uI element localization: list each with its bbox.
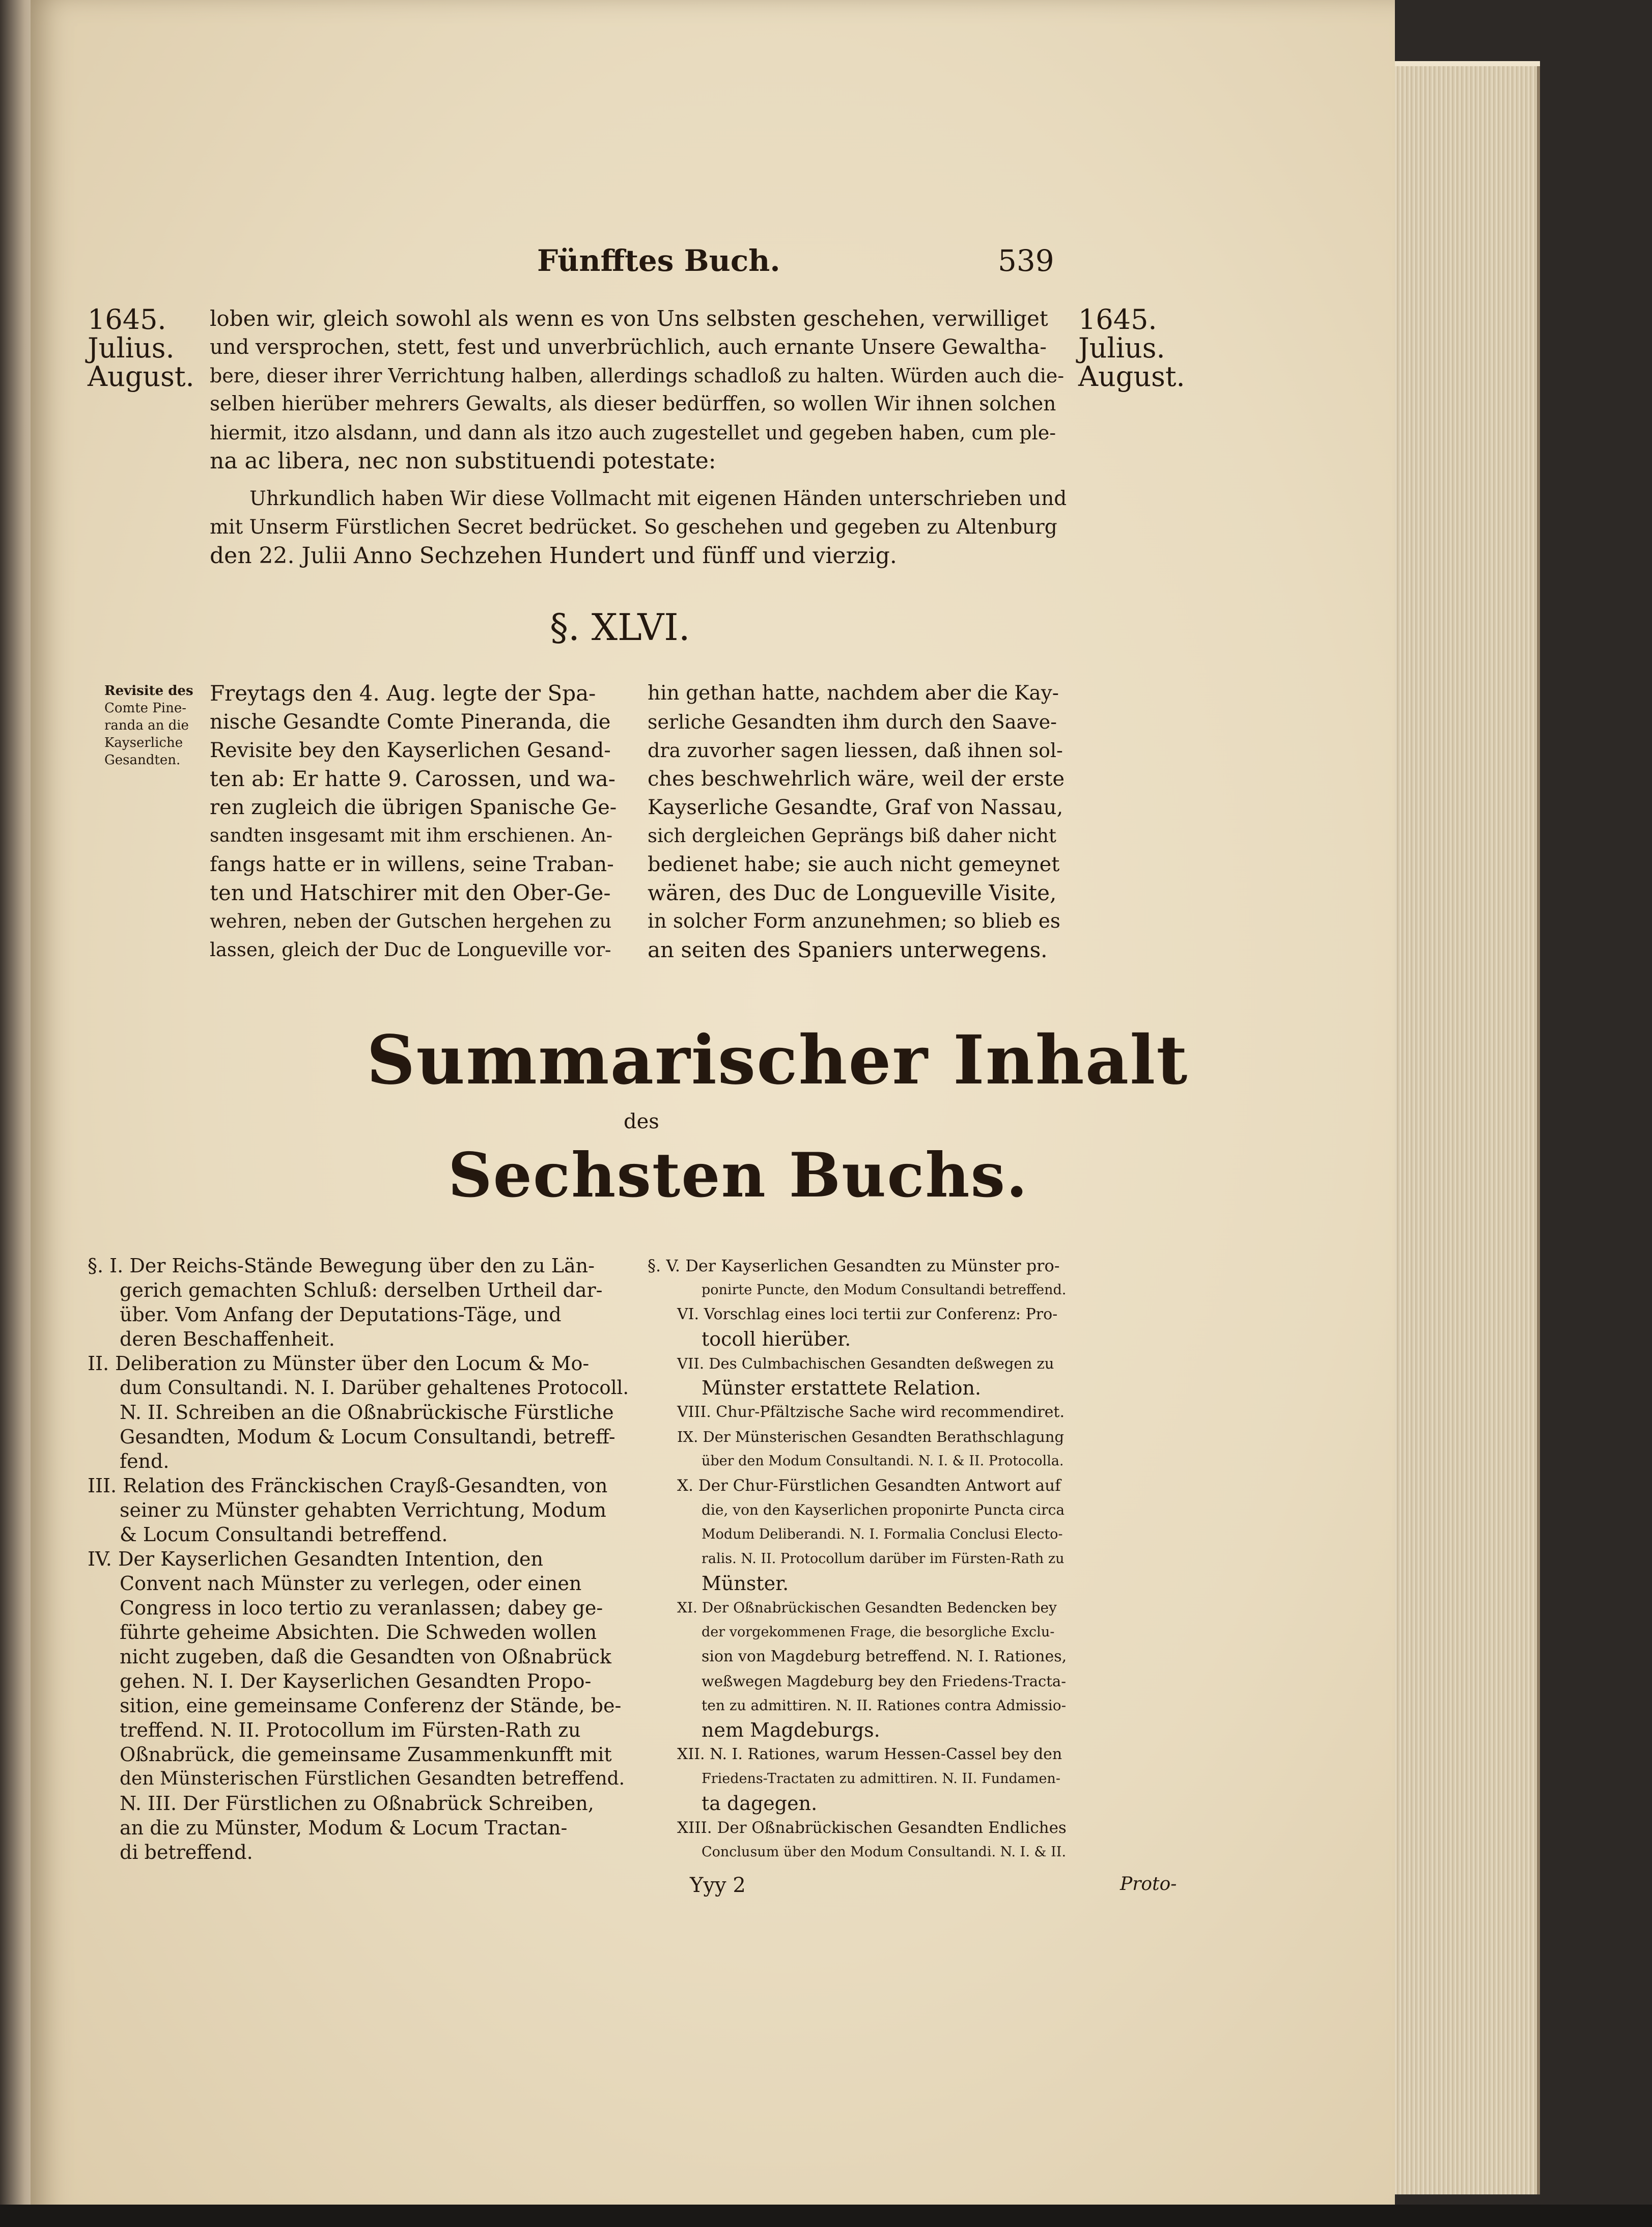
toc-line: sion von Magdeburg betreffend. N. I. Rationes, [702, 1648, 1067, 1665]
text-line: mit Unserm Fürstlichen Secret bedrücket. So geschehen und gegeben zu Altenburg [210, 516, 1057, 539]
text-line: Uhrkundlich haben Wir diese Vollmacht mit eigenen Händen unterschrieben und [249, 487, 1067, 510]
text-line: hin gethan hatte, nachdem aber die Kay- [648, 682, 1059, 705]
toc-line: VI. Vorschlag eines loci tertii zur Conferenz: Pro- [677, 1305, 1058, 1323]
toc-line: XIII. Der Oßnabrückischen Gesandten Endliches [677, 1819, 1067, 1837]
toc-line: tocoll hierüber. [702, 1328, 851, 1350]
toc-line: Münster erstattete Relation. [702, 1377, 982, 1399]
summary-title-des: des [624, 1110, 659, 1133]
margin-year: 1645. [1078, 303, 1157, 336]
bottom-strip [0, 2205, 1652, 2227]
margin-month: August. [88, 360, 194, 393]
toc-line: Conclusum über den Modum Consultandi. N. I. & II. [702, 1844, 1067, 1860]
toc-line: N. III. Der Fürstlichen zu Oßnabrück Schreiben, [120, 1792, 594, 1815]
toc-line: Convent nach Münster zu verlegen, oder einen [120, 1572, 582, 1595]
margin-year: 1645. [88, 303, 166, 336]
side-note-line: randa an die [104, 718, 189, 733]
toc-line: ralis. N. II. Protocollum darüber im Fürsten-Rath zu [702, 1551, 1065, 1567]
toc-line: VII. Des Culmbachischen Gesandten deßwegen zu [677, 1355, 1054, 1372]
toc-line: dum Consultandi. N. I. Darüber gehaltenes Protocoll. [120, 1377, 629, 1399]
text-line: an seiten des Spaniers unterwegens. [648, 937, 1048, 962]
text-line: fangs hatte er in willens, seine Traban- [210, 853, 614, 876]
toc-line: Gesandten, Modum & Locum Consultandi, betreff- [120, 1426, 615, 1448]
toc-line: Congress in loco tertio zu veranlassen; dabey ge- [120, 1597, 603, 1619]
signature-mark: Yyy 2 [690, 1874, 746, 1897]
toc-line: & Locum Consultandi betreffend. [120, 1523, 448, 1546]
toc-line: deren Beschaffenheit. [120, 1328, 335, 1350]
side-note-line: Gesandten. [104, 753, 181, 768]
text-line: den 22. Julii Anno Sechzehen Hundert und fünff und vierzig. [210, 543, 897, 569]
toc-line: di betreffend. [120, 1841, 253, 1863]
toc-line: weßwegen Magdeburg bey den Friedens-Tracta- [702, 1673, 1067, 1690]
text-line: in solcher Form anzunehmen; so blieb es [648, 910, 1060, 933]
toc-line: sition, eine gemeinsame Conferenz der Stände, be- [120, 1694, 622, 1717]
toc-line: die, von den Kayserlichen proponirte Puncta circa [702, 1501, 1065, 1518]
toc-line: Münster. [702, 1572, 789, 1595]
text-line: bedienet habe; sie auch nicht gemeynet [648, 853, 1060, 876]
toc-line: Oßnabrück, die gemeinsame Zusammenkunfft mit [120, 1743, 612, 1766]
text-line: sich dergleichen Geprängs biß daher nicht [648, 825, 1056, 847]
text-line: wären, des Duc de Longueville Visite, [648, 880, 1057, 905]
toc-line: nem Magdeburgs. [702, 1719, 880, 1741]
side-note-line: Kayserliche [104, 735, 183, 750]
toc-line: den Münsterischen Fürstlichen Gesandten betreffend. [120, 1768, 625, 1789]
text-line: und versprochen, stett, fest und unverbrüchlich, auch ernante Unsere Gewaltha- [210, 336, 1047, 359]
toc-line: über den Modum Consultandi. N. I. & II. Protocolla. [702, 1453, 1064, 1469]
toc-line: §. V. Der Kayserlichen Gesandten zu Münster pro- [648, 1256, 1060, 1275]
catchword: Proto- [1120, 1874, 1177, 1895]
summary-title: Summarischer Inhalt [367, 1021, 1189, 1100]
side-note-line: Revisite des [104, 683, 193, 699]
text-line: ten und Hatschirer mit den Ober-Ge- [210, 880, 611, 905]
toc-line: gerich gemachten Schluß: derselben Urtheil dar- [120, 1279, 603, 1301]
text-line: hiermit, itzo alsdann, und dann als itzo auch zugestellet und gegeben haben, cum ple- [210, 422, 1056, 444]
toc-line: führte geheime Absichten. Die Schweden wollen [120, 1621, 597, 1644]
text-line: ren zugleich die übrigen Spanische Ge- [210, 796, 617, 819]
toc-line: seiner zu Münster gehabten Verrichtung, Modum [120, 1499, 606, 1521]
toc-line: über. Vom Anfang der Deputations-Täge, und [120, 1303, 562, 1326]
toc-line: fend. [120, 1450, 170, 1472]
page-stack-edge [1392, 66, 1540, 2194]
toc-line: §. I. Der Reichs-Stände Bewegung über den zu Län- [88, 1255, 595, 1277]
summary-subtitle: Sechsten Buchs. [448, 1139, 1028, 1211]
toc-line: VIII. Chur-Pfältzische Sache wird recommendiret. [677, 1403, 1065, 1421]
toc-line: IX. Der Münsterischen Gesandten Berathschlagung [677, 1428, 1065, 1445]
toc-line: Friedens-Tractaten zu admittiren. N. II. Fundamen- [702, 1771, 1060, 1787]
section-heading: §. XLVI. [550, 606, 690, 649]
toc-line: treffend. N. II. Protocollum im Fürsten-Rath zu [120, 1719, 581, 1741]
text-line: Freytags den 4. Aug. legte der Spa- [210, 681, 596, 706]
text-line: loben wir, gleich sowohl als wenn es von Uns selbsten geschehen, verwilliget [210, 306, 1048, 331]
toc-line: an die zu Münster, Modum & Locum Tractan- [120, 1817, 568, 1839]
running-title: Fünfftes Buch. [537, 243, 780, 278]
side-note-line: Comte Pine- [104, 701, 187, 716]
margin-month: Julius. [88, 332, 175, 364]
toc-line: III. Relation des Fränckischen Crayß-Gesandten, von [88, 1474, 608, 1497]
text-line: bere, dieser ihrer Verrichtung halben, allerdings schadloß zu halten. Würden auch die- [210, 365, 1065, 387]
toc-line: gehen. N. I. Der Kayserlichen Gesandten Propo- [120, 1670, 592, 1692]
text-line: na ac libera, nec non substituendi potestate: [210, 448, 716, 474]
toc-line: Modum Deliberandi. N. I. Formalia Conclusi Electo- [702, 1526, 1063, 1542]
toc-line: ta dagegen. [702, 1792, 818, 1815]
toc-line: ponirte Puncte, den Modum Consultandi betreffend. [702, 1282, 1067, 1298]
text-line: lassen, gleich der Duc de Longueville vor- [210, 939, 611, 961]
margin-month: August. [1078, 360, 1185, 393]
text-line: ten ab: Er hatte 9. Carossen, und wa- [210, 766, 615, 791]
margin-month: Julius. [1078, 332, 1165, 364]
toc-line: XI. Der Oßnabrückischen Gesandten Bedencken bey [677, 1599, 1057, 1616]
toc-line: N. II. Schreiben an die Oßnabrückische Fürstliche [120, 1401, 614, 1424]
toc-line: X. Der Chur-Fürstlichen Gesandten Antwort auf [677, 1477, 1061, 1495]
text-line: Revisite bey den Kayserlichen Gesand- [210, 739, 611, 762]
text-line: selben hierüber mehrers Gewalts, als dieser bedürffen, so wollen Wir ihnen solchen [210, 393, 1056, 415]
toc-line: nicht zugeben, daß die Gesandten von Oßnabrück [120, 1646, 611, 1668]
text-line: nische Gesandte Comte Pineranda, die [210, 710, 611, 734]
toc-line: der vorgekommenen Frage, die besorgliche Exclu- [702, 1624, 1055, 1640]
text-line: serliche Gesandten ihm durch den Saave- [648, 711, 1057, 733]
toc-line: IV. Der Kayserlichen Gesandten Intention, den [88, 1548, 543, 1570]
text-line: wehren, neben der Gutschen hergehen zu [210, 910, 612, 932]
text-line: sandten insgesamt mit ihm erschienen. An- [210, 825, 612, 846]
toc-line: XII. N. I. Rationes, warum Hessen-Cassel bey den [677, 1745, 1062, 1763]
toc-line: II. Deliberation zu Münster über den Locum & Mo- [88, 1352, 590, 1375]
toc-line: ten zu admittiren. N. II. Rationes contra Admissio- [702, 1697, 1067, 1714]
page-number: 539 [998, 243, 1054, 278]
text-line: ches beschwehrlich wäre, weil der erste [648, 767, 1065, 791]
text-line: dra zuvorher sagen liessen, daß ihnen sol- [648, 739, 1063, 762]
text-line: Kayserliche Gesandte, Graf von Nassau, [648, 796, 1063, 819]
